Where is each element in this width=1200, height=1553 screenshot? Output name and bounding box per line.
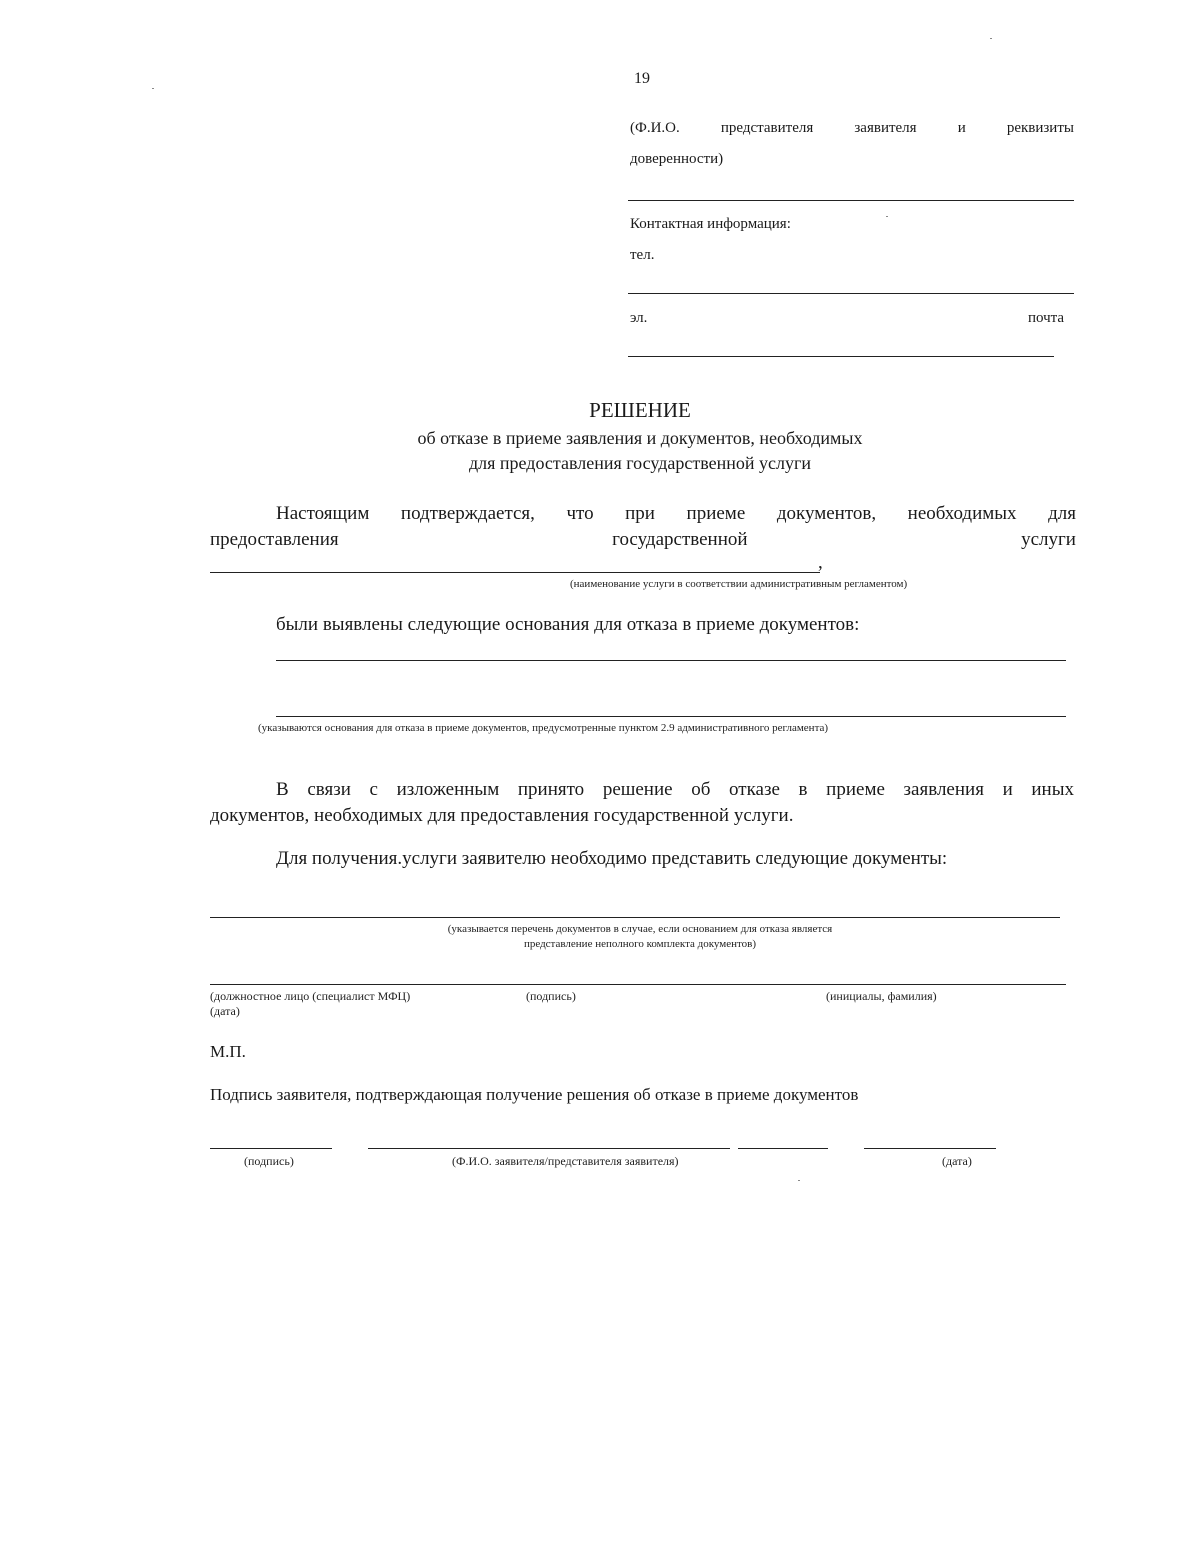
official-date-caption: (дата) [210, 1004, 240, 1018]
document-subtitle-line1: об отказе в приеме заявления и документов, необходимых [417, 428, 863, 448]
para-word: услуги [1021, 529, 1076, 550]
fio-word: реквизиты [1006, 120, 1074, 136]
grounds-caption: (указываются основания для отказа в приеме документов, предусмотренные пунктом 2.9 административного регламента) [258, 722, 829, 734]
grounds-underline-1 [276, 660, 1066, 661]
required-docs-caption-line2: представление неполного комплекта документов) [523, 938, 757, 950]
email-label-right: почта [1028, 310, 1065, 326]
service-name-comma: , [818, 552, 823, 573]
official-initials-caption: (инициалы, фамилия) [826, 989, 937, 1003]
service-name-underline [210, 572, 820, 573]
applicant-receipt-text: Подпись заявителя, подтверждающая получение решения об отказе в приеме документов [210, 1085, 859, 1104]
email-label-left: эл. [630, 310, 648, 326]
grounds-underline-2 [276, 716, 1066, 717]
fio-word: (Ф.И.О. [630, 120, 680, 136]
scan-speck [886, 216, 888, 217]
phone-label: тел. [630, 247, 655, 263]
grounds-intro: были выявлены следующие основания для отказа в приеме документов: [276, 614, 860, 635]
paragraph-confirmation-line2 [210, 529, 1076, 551]
service-name-caption: (наименование услуги в соответствии административным регламентом) [570, 578, 908, 590]
applicant-signature-caption: (подпись) [244, 1154, 294, 1168]
scan-speck [152, 88, 154, 89]
applicant-signature-line [210, 1148, 332, 1149]
para-word: государственной [612, 529, 748, 550]
paragraph-decision-line2: документов, необходимых для предоставления государственной услуги. [210, 805, 794, 826]
official-signature-underline [210, 984, 1066, 985]
para-word: предоставления [210, 529, 339, 550]
phone-underline [628, 293, 1074, 294]
fio-word: представителя [720, 120, 814, 136]
fio-word: и [957, 120, 966, 136]
fio-underline [628, 200, 1074, 201]
document-title: РЕШЕНИЕ [589, 398, 691, 422]
applicant-date-caption: (дата) [942, 1154, 972, 1168]
paragraph-required-docs: Для получения.услуги заявителю необходимо представить следующие документы: [276, 848, 948, 869]
required-docs-caption-line1: (указывается перечень документов в случае, если основанием для отказа является [447, 923, 833, 935]
applicant-date-line [864, 1148, 996, 1149]
email-underline [628, 356, 1054, 357]
page-number: 19 [634, 70, 650, 87]
fio-word: заявителя [854, 120, 917, 136]
stamp-placeholder: М.П. [210, 1042, 246, 1061]
scan-speck [990, 38, 992, 39]
official-caption: (должностное лицо (специалист МФЦ) [210, 989, 411, 1003]
applicant-fio-line [368, 1148, 730, 1149]
applicant-fio-caption: (Ф.И.О. заявителя/представителя заявителя) [452, 1154, 679, 1168]
scan-speck [798, 1180, 800, 1181]
document-subtitle-line2: для предоставления государственной услуги [468, 453, 812, 473]
representative-fio-label [630, 120, 1074, 137]
required-docs-underline [210, 917, 1060, 918]
representative-fio-label-line2: доверенности) [630, 151, 724, 167]
contact-info-label: Контактная информация: [630, 216, 791, 232]
applicant-extra-line [738, 1148, 828, 1149]
paragraph-confirmation-line1: Настоящим подтверждается, что при приеме документов, необходимых для [276, 503, 1076, 524]
paragraph-decision-line1: В связи с изложенным принято решение об отказе в приеме заявления и иных [276, 779, 1074, 800]
official-signature-caption: (подпись) [526, 989, 576, 1003]
